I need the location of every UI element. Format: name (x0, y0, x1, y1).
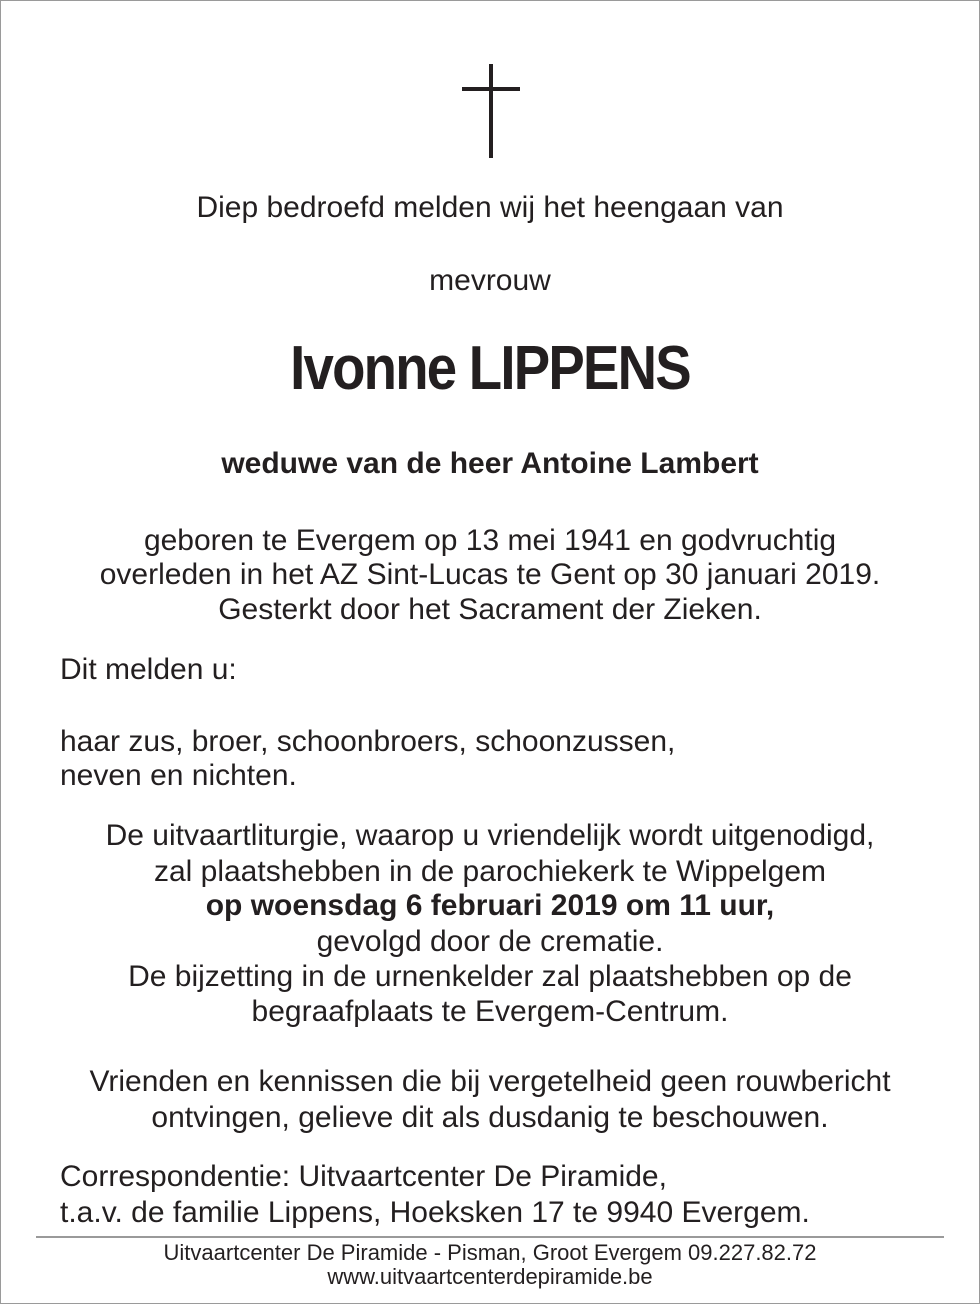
birth-death-line: Gesterkt door het Sacrament der Zieken. (218, 593, 762, 626)
intro-text: Diep bedroefd melden wij het heengaan van (196, 191, 784, 224)
correspondence-line: t.a.v. de familie Lippens, Hoeksken 17 te 9940 Evergem. (60, 1196, 810, 1229)
title-prefix: mevrouw (429, 264, 551, 297)
birth-death-line: geboren te Evergem op 13 mei 1941 en godvruchtig (143, 524, 837, 557)
friends-note-line: ontvingen, gelieve dit als dusdanig te beschouwen. (151, 1101, 829, 1134)
funeral-line: gevolgd door de crematie. (316, 925, 664, 958)
footer-website-link[interactable]: www.uitvaartcenterdepiramide.be (327, 1264, 653, 1289)
birth-death-line: overleden in het AZ Sint-Lucas te Gent op 30 januari 2019. (99, 558, 881, 591)
funeral-date: op woensdag 6 februari 2019 om 11 uur, (205, 889, 775, 922)
correspondence-line: Correspondentie: Uitvaartcenter De Piramide, (60, 1160, 667, 1193)
footer-address: Uitvaartcenter De Piramide - Pisman, Groot Evergem 09.227.82.72 (163, 1240, 817, 1265)
friends-note-line: Vrienden en kennissen die bij vergetelheid geen rouwbericht (89, 1065, 891, 1098)
funeral-line: De uitvaartliturgie, waarop u vriendelijk wordt uitgenodigd, (105, 819, 875, 852)
cross-icon (462, 64, 520, 158)
funeral-line: begraafplaats te Evergem-Centrum. (251, 995, 729, 1028)
funeral-line: De bijzetting in de urnenkelder zal plaatshebben op de (128, 960, 852, 993)
funeral-line: zal plaatshebben in de parochiekerk te Wippelgem (153, 855, 827, 888)
deceased-name: Ivonne LIPPENS (290, 334, 690, 403)
footer-divider (36, 1236, 944, 1238)
family-line: haar zus, broer, schoonbroers, schoonzussen, (60, 725, 676, 758)
family-line: neven en nichten. (60, 759, 297, 792)
subtitle-widow: weduwe van de heer Antoine Lambert (221, 447, 759, 480)
announce-intro: Dit melden u: (60, 653, 237, 686)
